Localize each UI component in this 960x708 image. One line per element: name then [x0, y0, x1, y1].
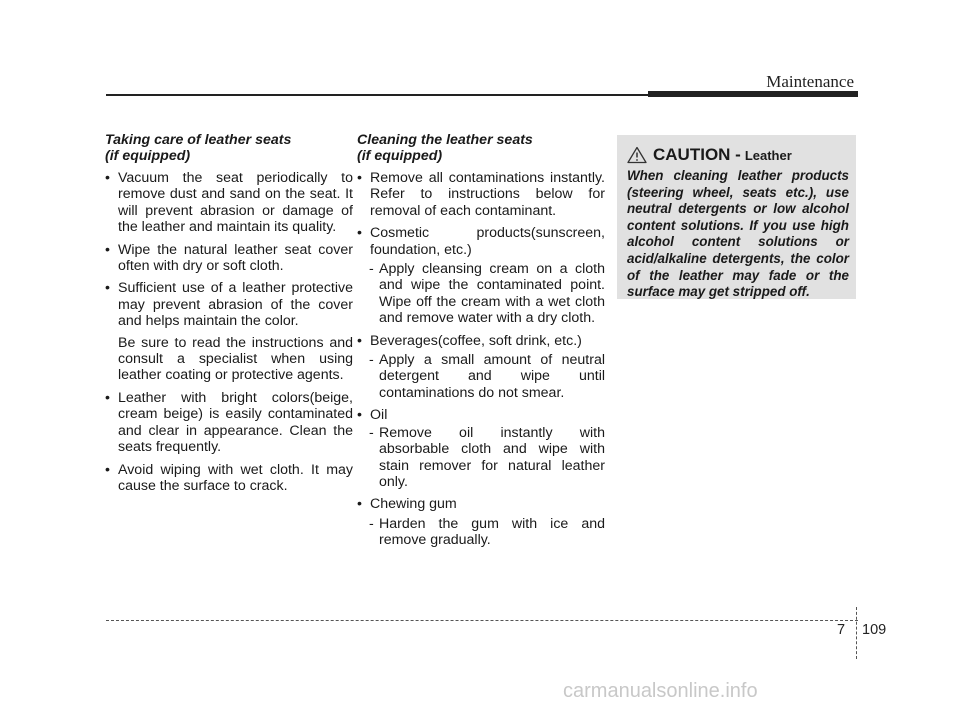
- caution-title: CAUTION -: [653, 145, 741, 164]
- bullet-item: • Leather with bright colors(beige, cream beige) is easily contaminated and clear in appearance. Clean the seats frequently.: [105, 390, 353, 456]
- warning-triangle-icon: [627, 146, 647, 164]
- section-title-qualifier: (if equipped): [105, 148, 191, 164]
- chapter-number: 7: [837, 622, 846, 638]
- bullet-item: • Oil: [357, 407, 605, 423]
- caution-box: [617, 135, 856, 299]
- bullet-item: • Avoid wiping with wet cloth. It may cause the surface to crack.: [105, 462, 353, 495]
- watermark: carmanualsonline.info: [563, 680, 758, 702]
- bullet-item: • Cosmetic products(sunscreen, foundation, etc.): [357, 225, 605, 258]
- bullet-item: • Vacuum the seat periodically to remove dust and sand on the seat. It will prevent abrasion or damage of the leather and maintain its quality.: [105, 170, 353, 236]
- header-title: Maintenance: [766, 72, 854, 91]
- bullet-item: • Remove all contaminations instantly. Refer to instructions below for removal of each contaminant.: [357, 170, 605, 219]
- caution-subtitle: Leather: [744, 147, 792, 163]
- sub-item: - Remove oil instantly with absorbable cloth and wipe with stain remover for natural leather only.: [369, 424, 605, 490]
- bullet-item: • Wipe the natural leather seat cover often with dry or soft cloth.: [105, 242, 353, 275]
- leather-cleaning-section: [357, 132, 605, 555]
- section-title: [105, 132, 353, 164]
- page-number: 109: [862, 622, 887, 638]
- sub-item: - Apply a small amount of neutral detergent and wipe until contaminations do not smear.: [369, 352, 605, 401]
- bullet-item: • Sufficient use of a leather protective may prevent abrasion of the cover and helps maintain the color.: [105, 280, 353, 329]
- footer-divider: [856, 607, 857, 659]
- header-bar: [648, 91, 858, 97]
- sub-item-text: Harden the gum with ice and remove gradually.: [379, 515, 605, 549]
- sub-item-text: Remove oil instantly with absorbable cloth and wipe with stain remover for natural leather only.: [379, 424, 605, 490]
- footer-rule: [106, 620, 858, 621]
- section-title-line: Taking care of leather seats: [105, 132, 292, 148]
- bullet-item: • Beverages(coffee, soft drink, etc.): [357, 333, 605, 349]
- leather-care-section: [105, 132, 353, 500]
- caution-body: When cleaning leather products (steering wheel, seats etc.), use neutral detergents or low alcohol content solutions. If you use high alcohol content solutions or acid/alkaline detergents, the color of the leather may fade or the surface may get stripped off.: [627, 168, 849, 300]
- section-title: [357, 132, 605, 164]
- sub-item-text: Apply cleansing cream on a cloth and wipe the contaminated point. Wipe off the cream with a wet cloth and remove water with a dry cloth.: [379, 261, 605, 327]
- sub-item: - Apply cleansing cream on a cloth and wipe the contaminated point. Wipe off the cream with a wet cloth and remove water with a dry cloth.: [369, 261, 605, 327]
- bullet-paragraph: Be sure to read the instructions and consult a specialist when using leather coating or protective agents.: [118, 334, 353, 384]
- section-title-line: Cleaning the leather seats: [357, 132, 533, 148]
- sub-item: - Harden the gum with ice and remove gradually.: [369, 515, 605, 549]
- bullet-item: • Chewing gum: [357, 496, 605, 512]
- caution-header: [627, 145, 792, 165]
- section-title-qualifier: (if equipped): [357, 148, 443, 164]
- sub-item-text: Apply a small amount of neutral detergent and wipe until contaminations do not smear.: [379, 352, 605, 401]
